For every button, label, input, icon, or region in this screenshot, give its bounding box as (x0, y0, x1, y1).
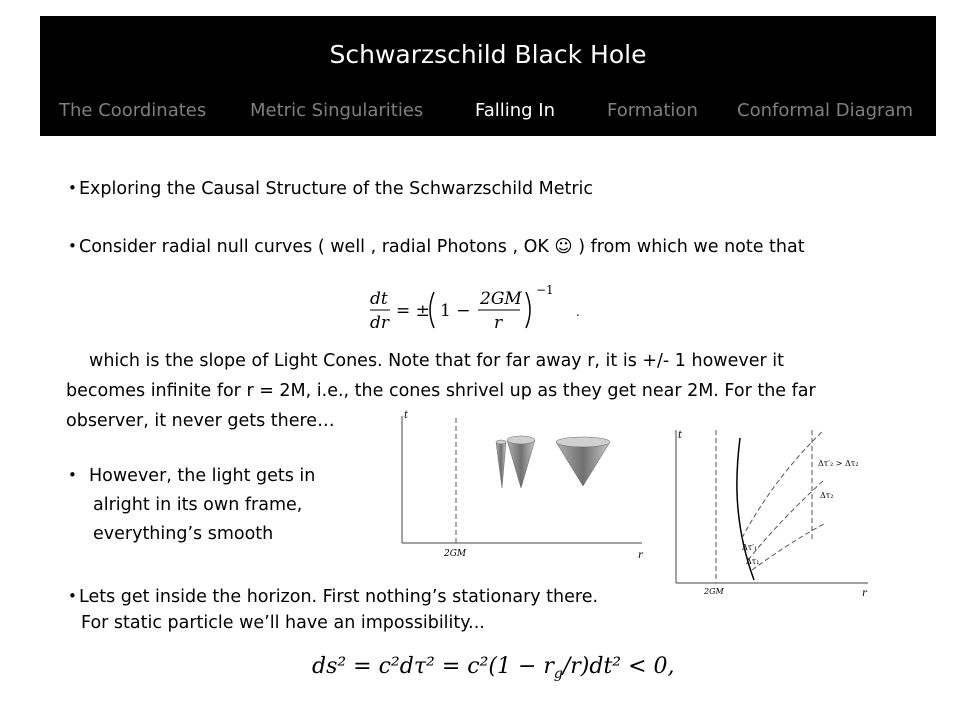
right-fig-ann4: Δτ₁ (746, 557, 760, 566)
eq1-frac-num: 2GM (480, 289, 522, 309)
eq2-tail: /r)dt² < 0, (562, 654, 675, 679)
eq1-frac-den: r (494, 313, 503, 333)
bullet-dot: • (68, 179, 77, 197)
bullet-dot: • (68, 587, 77, 605)
bullet-text-3-line-1: However, the light gets in (89, 466, 316, 486)
right-fig-ann2: Δτ₂ (820, 491, 834, 500)
paragraph-line-1: which is the slope of Light Cones. Note that for far away r, it is +/- 1 however it (89, 351, 784, 371)
bullet-text-4-line-1: Lets get inside the horizon. First nothing’s stationary there. (79, 587, 599, 607)
right-fig-2gm-label: 2GM (704, 587, 724, 596)
light-cone-medium (507, 436, 535, 488)
nav-item-formation[interactable]: Formation (607, 100, 698, 121)
equation-dt-dr (368, 280, 608, 340)
light-cone-large (556, 437, 610, 486)
light-cone-small (496, 440, 506, 488)
eq1-period: . (576, 305, 580, 319)
nav-item-falling-in[interactable]: Falling In (475, 100, 556, 121)
eq2-sub: g (553, 666, 563, 682)
slide-header (40, 16, 936, 136)
bullet-text-2: Consider radial null curves ( well , radial Photons , OK ☺ ) from which we note that (79, 237, 805, 257)
eq1-lhs-den: dr (370, 313, 390, 333)
light-cones-figure (390, 408, 650, 564)
proper-time-figure (662, 420, 882, 602)
right-fig-ann1: Δτ′₂ > Δτ₂ (818, 459, 859, 468)
bullet-text-4-line-2: For static particle we’ll have an impossibility... (81, 613, 485, 633)
left-fig-t-label: t (404, 410, 409, 421)
equation-ds2 (310, 645, 690, 689)
svg-text:ds² = c²dτ² = c²(1 − rg/r)dt² (312, 654, 675, 682)
left-fig-2gm-label: 2GM (444, 549, 467, 559)
right-fig-r-label: r (862, 588, 867, 599)
eq1-exponent: −1 (536, 283, 554, 297)
bullet-text-3-line-3: everything’s smooth (93, 524, 274, 544)
bullet-dot: • (68, 466, 77, 484)
section-nav (40, 100, 936, 128)
nav-item-the-coordinates[interactable]: The Coordinates (59, 100, 207, 121)
eq1-eq-pm: = ± (396, 301, 430, 321)
eq1-lhs-num: dt (370, 289, 388, 309)
bullet-text-3-line-2: alright in its own frame, (93, 495, 303, 515)
right-fig-ann3: Δτ′₁ (742, 543, 758, 552)
right-fig-t-label: t (678, 430, 683, 441)
paragraph-line-2: becomes infinite for r = 2M, i.e., the cones shrivel up as they get near 2M. For the far (66, 381, 816, 401)
eq2-main: ds² = c²dτ² = c²(1 − r (312, 654, 554, 679)
eq1-one-minus: 1 − (440, 301, 471, 321)
bullet-text-1: Exploring the Causal Structure of the Schwarzschild Metric (79, 179, 594, 199)
paragraph-line-3: observer, it never gets there… (66, 411, 335, 431)
nav-item-metric-singularities[interactable]: Metric Singularities (250, 100, 424, 121)
bullet-dot: • (68, 237, 77, 255)
left-fig-r-label: r (638, 550, 643, 561)
nav-item-conformal-diagram[interactable]: Conformal Diagram (737, 100, 913, 121)
slide-title: Schwarzschild Black Hole (329, 40, 647, 69)
